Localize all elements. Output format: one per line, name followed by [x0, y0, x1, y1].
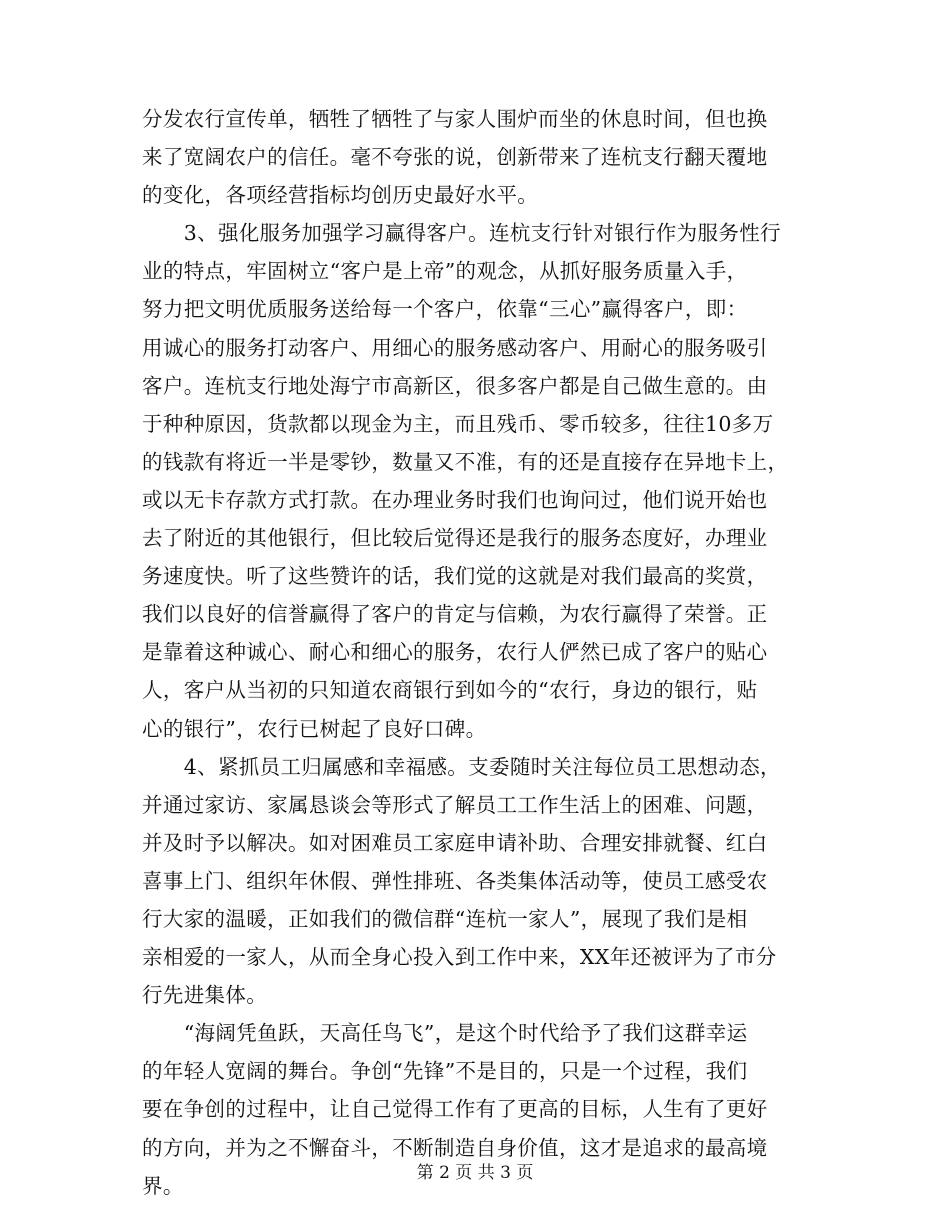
text-line: 去了附近的其他银行，但比较后觉得还是我行的服务态度好，办理业: [142, 526, 768, 551]
text-line: 并及时予以解决。如对困难员工家庭申请补助、合理安排就餐、红白: [142, 830, 768, 855]
text-line: 务速度快。听了这些赞许的话，我们觉的这就是对我们最高的奖赏，: [142, 564, 768, 589]
text-line: 的年轻人宽阔的舞台。争创“先锋”不是目的，只是一个过程，我们: [142, 1059, 748, 1084]
text-line: 的钱款有将近一半是零钞，数量又不准，有的还是直接存在异地卡上，: [142, 449, 789, 474]
text-line: 来了宽阔农户的信任。毫不夸张的说，创新带来了连杭支行翻天覆地: [142, 145, 768, 170]
text-line: 喜事上门、组织年休假、弹性排班、各类集体活动等，使员工感受农: [142, 868, 768, 893]
text-line: 4、紧抓员工归属感和幸福感。支委随时关注每位员工思想动态，: [142, 754, 781, 779]
document-body: [142, 100, 802, 1205]
text-line: 的方向，并为之不懈奋斗，不断制造自身价值，这才是追求的最高境: [142, 1135, 768, 1160]
text-line: “海阔凭鱼跃，天高任鸟飞”，是这个时代给予了我们这群幸运: [142, 1021, 748, 1046]
text-line: 并通过家访、家属恳谈会等形式了解员工工作生活上的困难、问题，: [142, 792, 768, 817]
text-line: 我们以良好的信誉赢得了客户的肯定与信赖，为农行赢得了荣誉。正: [142, 602, 768, 627]
text-line: 亲相爱的一家人，从而全身心投入到工作中来，XX年还被评为了市分: [142, 945, 777, 970]
text-line: 努力把文明优质服务送给每一个客户，依靠“三心”赢得客户，即：: [142, 297, 748, 322]
text-line: 分发农行宣传单，牺牲了牺牲了与家人围炉而坐的休息时间，但也换: [142, 107, 768, 131]
text-line: 用诚心的服务打动客户、用细心的服务感动客户、用耐心的服务吸引: [142, 335, 768, 360]
page-number-footer: 第 2 页 共 3 页: [416, 1163, 534, 1183]
text-line: 行先进集体。: [142, 983, 268, 1008]
text-line: 行大家的温暖，正如我们的微信群“连杭一家人”，展现了我们是相: [142, 906, 748, 931]
text-line: 于种种原因，货款都以现金为主，而且残币、零币较多，往往10多万: [142, 411, 774, 436]
text-line: 界。: [142, 1173, 184, 1198]
text-line: 是靠着这种诚心、耐心和细心的服务，农行人俨然已成了客户的贴心: [142, 640, 768, 665]
text-line: 或以无卡存款方式打款。在办理业务时我们也询问过，他们说开始也: [142, 487, 768, 512]
text-line: 的变化，各项经营指标均创历史最好水平。: [142, 183, 539, 208]
text-line: 业的特点，牢固树立“客户是上帝”的观念，从抓好服务质量入手，: [142, 259, 748, 284]
text-line: 3、强化服务加强学习赢得客户。连杭支行针对银行作为服务性行: [142, 221, 781, 246]
text-line: 客户。连杭支行地处海宁市高新区，很多客户都是自己做生意的。由: [142, 373, 768, 398]
text-line: 要在争创的过程中，让自己觉得工作有了更高的目标，人生有了更好: [142, 1097, 768, 1122]
text-line: 心的银行”，农行已树起了良好口碑。: [142, 716, 487, 741]
text-line: 人，客户从当初的只知道农商银行到如今的“农行，身边的银行，贴: [142, 678, 758, 703]
